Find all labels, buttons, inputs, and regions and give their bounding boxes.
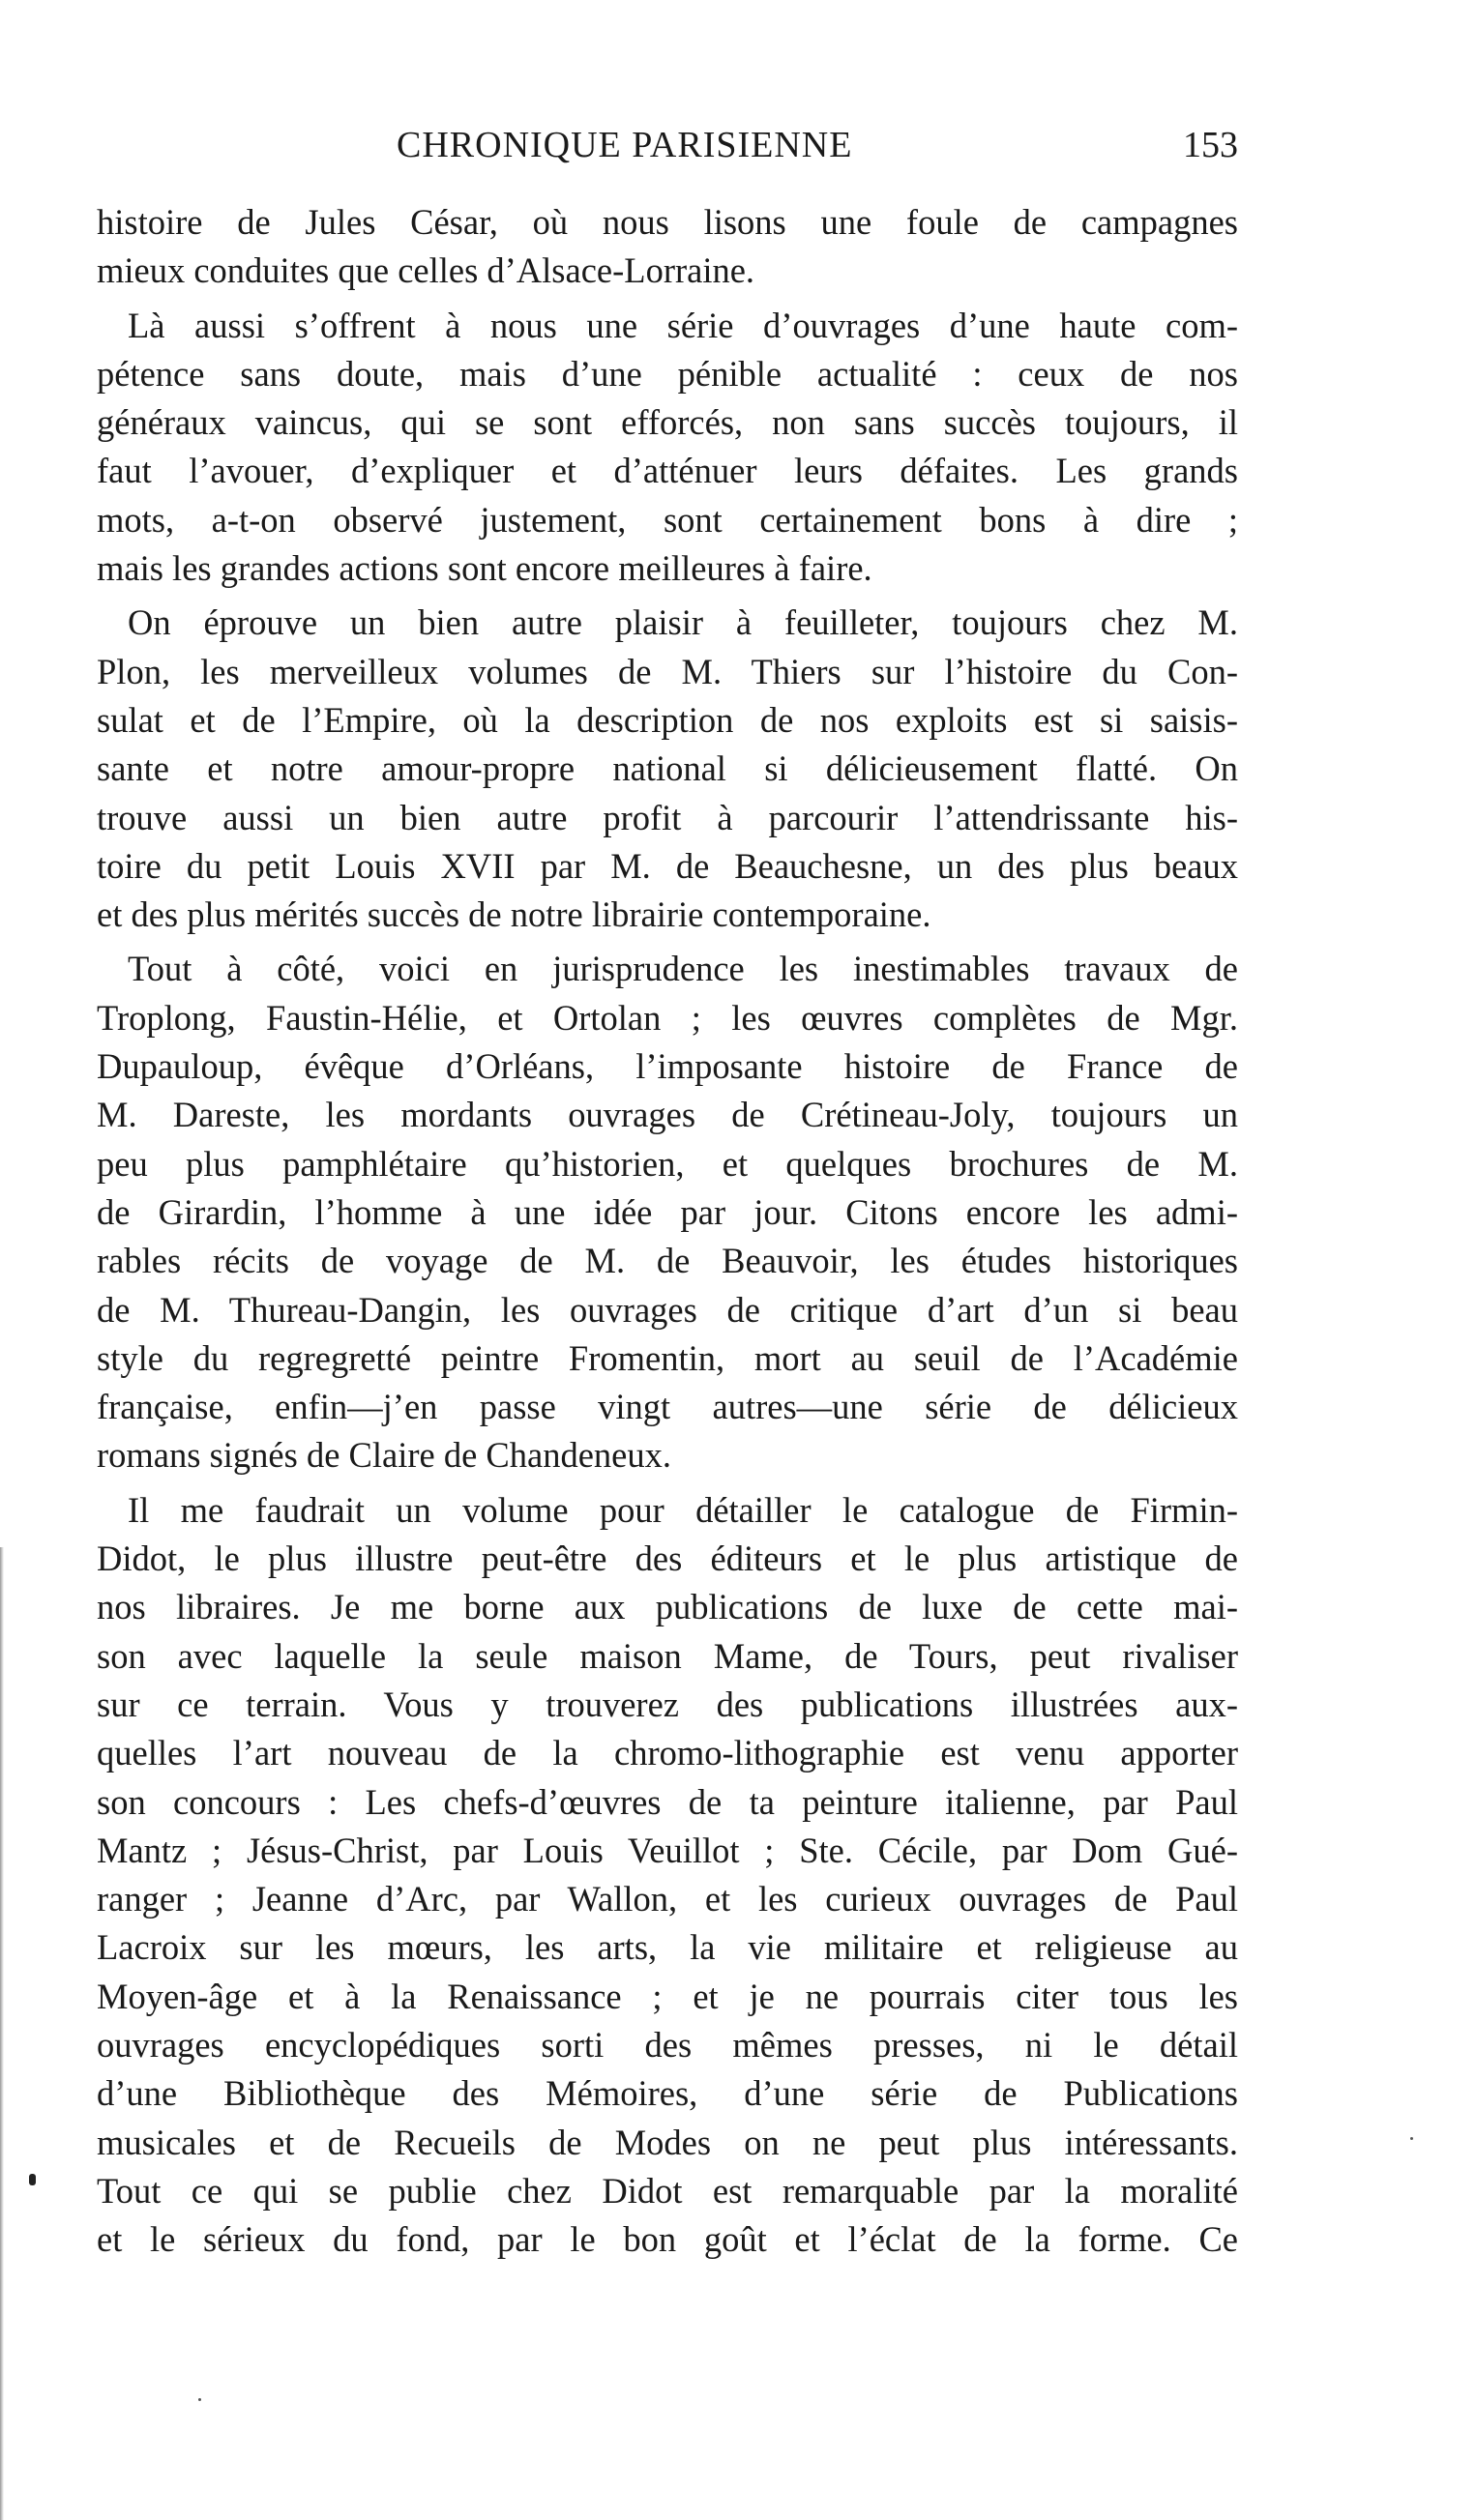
text-line: Il me faudrait un volume pour détailler le catalogue de Firmin- — [128, 1489, 1238, 1530]
page-number: 153 — [1183, 125, 1238, 165]
text-line: trouve aussi un bien autre profit à parcourir l’attendrissante his- — [97, 797, 1238, 837]
text-line: Tout ce qui se publie chez Didot est remarquable par la moralité — [97, 2170, 1238, 2211]
text-line: mieux conduites que celles d’Alsace-Lorraine. — [97, 250, 755, 291]
text-line: romans signés de Claire de Chandeneux. — [97, 1435, 671, 1476]
text-line: ouvrages encyclopédiques sorti des mêmes presses, ni le détail — [97, 2024, 1238, 2065]
text-line: Mantz ; Jésus-Christ, par Louis Veuillot ; Ste. Cécile, par Dom Gué- — [97, 1830, 1238, 1870]
page-edge-shadow — [0, 1547, 4, 2520]
text-line: histoire de Jules César, où nous lisons une foule de campagnes — [97, 202, 1238, 242]
text-line: faut l’avouer, d’expliquer et d’atténuer leurs défaites. Les grands — [97, 451, 1238, 491]
text-line: et des plus mérités succès de notre librairie contemporaine. — [97, 894, 931, 935]
text-line: pétence sans doute, mais d’une pénible actualité : ceux de nos — [97, 353, 1238, 394]
text-line: d’une Bibliothèque des Mémoires, d’une série de Publications — [97, 2073, 1238, 2114]
text-line: On éprouve un bien autre plaisir à feuilleter, toujours chez M. — [128, 602, 1238, 643]
text-line: peu plus pamphlétaire qu’historien, et quelques brochures de M. — [97, 1143, 1238, 1184]
text-line: Troplong, Faustin-Hélie, et Ortolan ; les œuvres complètes de Mgr. — [97, 997, 1238, 1038]
text-line: mots, a-t-on observé justement, sont certainement bons à dire ; — [97, 499, 1238, 540]
text-line: musicales et de Recueils de Modes on ne peut plus intéressants. — [97, 2122, 1238, 2162]
text-line: style du regregretté peintre Fromentin, mort au seuil de l’Académie — [97, 1337, 1238, 1378]
text-line: sante et notre amour-propre national si délicieusement flatté. On — [97, 748, 1238, 789]
text-line: sulat et de l’Empire, où la description de nos exploits est si saisis- — [97, 699, 1238, 740]
ink-speck — [1410, 2137, 1413, 2140]
text-line: Plon, les merveilleux volumes de M. Thiers sur l’histoire du Con- — [97, 651, 1238, 691]
text-line: Moyen-âge et à la Renaissance ; et je ne pourrais citer tous les — [97, 1976, 1238, 2016]
text-line: mais les grandes actions sont encore meilleures à faire. — [97, 548, 872, 589]
text-line: Lacroix sur les mœurs, les arts, la vie militaire et religieuse au — [97, 1927, 1238, 1968]
text-line: M. Dareste, les mordants ouvrages de Crétineau-Joly, toujours un — [97, 1095, 1238, 1135]
text-line: généraux vaincus, qui se sont efforcés, non sans succès toujours, il — [97, 402, 1238, 443]
text-line: Didot, le plus illustre peut-être des éditeurs et le plus artistique de — [97, 1538, 1238, 1579]
text-line: Dupauloup, évêque d’Orléans, l’imposante histoire de France de — [97, 1046, 1238, 1087]
text-line: Là aussi s’offrent à nous une série d’ouvrages d’une haute com- — [128, 305, 1238, 345]
running-head: CHRONIQUE PARISIENNE — [397, 125, 853, 165]
text-line: de Girardin, l’homme à une idée par jour. Citons encore les admi- — [97, 1191, 1238, 1232]
text-line: Tout à côté, voici en jurisprudence les inestimables travaux de — [128, 949, 1238, 989]
text-line: sur ce terrain. Vous y trouverez des publications illustrées aux- — [97, 1684, 1238, 1724]
text-line: ranger ; Jeanne d’Arc, par Wallon, et les curieux ouvrages de Paul — [97, 1879, 1238, 1919]
text-line: toire du petit Louis XVII par M. de Beauchesne, un des plus beaux — [97, 845, 1238, 886]
text-line: rables récits de voyage de M. de Beauvoir, les études historiques — [97, 1241, 1238, 1281]
text-line: son concours : Les chefs-d’œuvres de ta peinture italienne, par Paul — [97, 1781, 1238, 1822]
ink-mark — [29, 2174, 36, 2185]
text-line: française, enfin—j’en passe vingt autres—une série de délicieux — [97, 1387, 1238, 1427]
text-line: nos libraires. Je me borne aux publications de luxe de cette mai- — [97, 1587, 1238, 1627]
ink-speck — [198, 2398, 201, 2401]
body-text — [97, 198, 1238, 2264]
text-line: et le sérieux du fond, par le bon goût et l’éclat de la forme. Ce — [97, 2219, 1238, 2260]
page-header — [97, 124, 1238, 182]
text-line: son avec laquelle la seule maison Mame, de Tours, peut rivaliser — [97, 1635, 1238, 1676]
text-line: quelles l’art nouveau de la chromo-lithographie est venu apporter — [97, 1733, 1238, 1773]
text-line: de M. Thureau-Dangin, les ouvrages de critique d’art d’un si beau — [97, 1289, 1238, 1330]
